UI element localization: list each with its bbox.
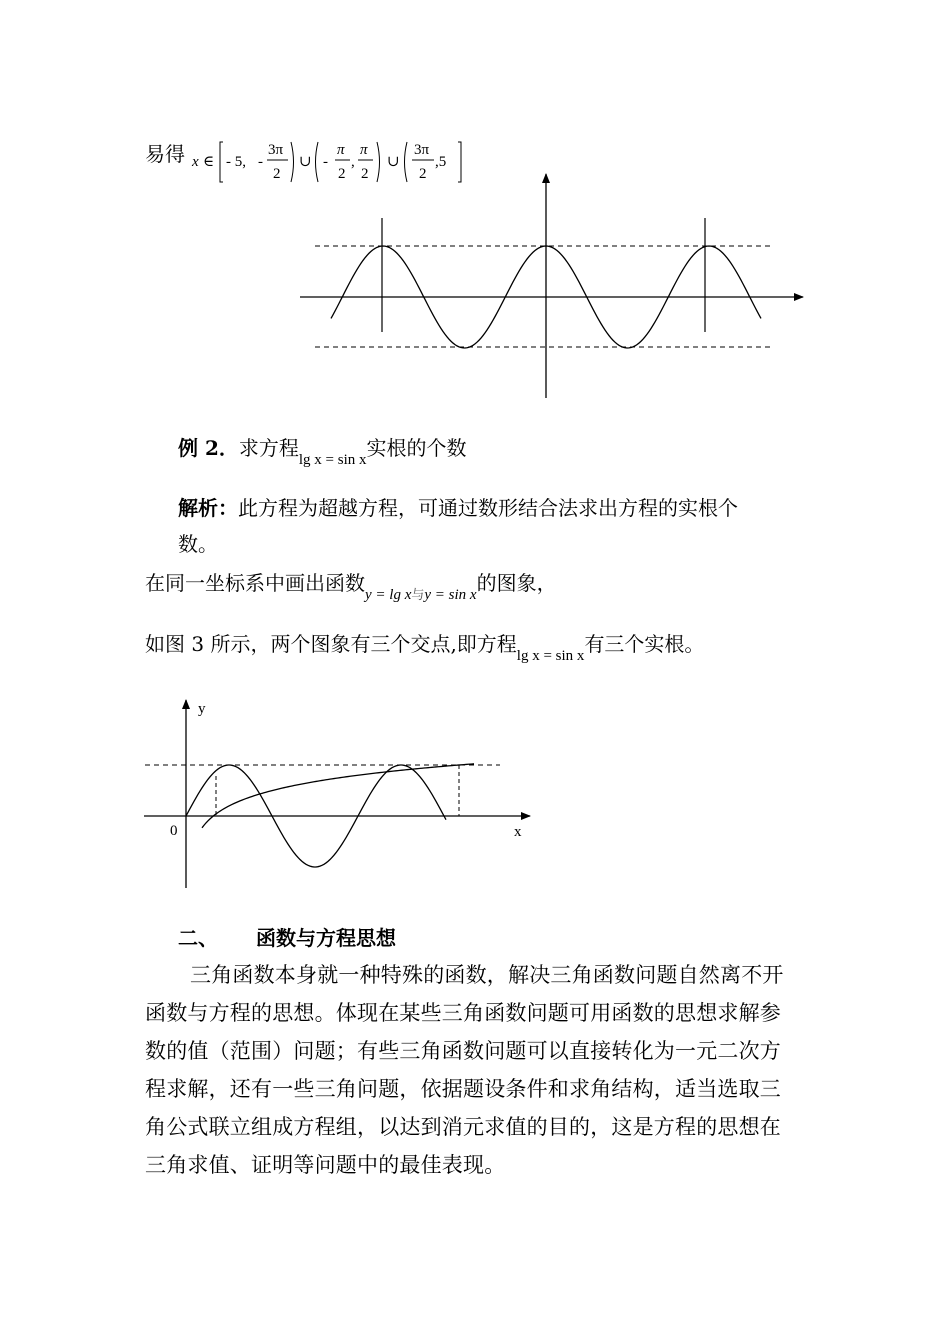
formula-neg-b: - — [323, 154, 328, 170]
analysis-label: 解析： — [178, 496, 238, 520]
example2-line — [178, 435, 467, 468]
formula-pi-c: π — [360, 142, 368, 158]
x-axis-label: x — [514, 824, 522, 840]
analysis-line1 — [178, 495, 738, 521]
body-line-1: 三角函数本身就一种特殊的函数，解决三角函数问题自然离不开 — [190, 963, 784, 987]
formula-five: ,5 — [435, 154, 447, 170]
draw-line — [145, 570, 557, 603]
example2-equation: lg x = sin x — [298, 452, 367, 468]
intersection-figure — [140, 690, 540, 895]
left-bracket — [220, 142, 223, 182]
example2-text-after: 实根的个数 — [366, 436, 467, 460]
draw-text-after: 的图象， — [476, 571, 557, 595]
origin-label: 0 — [170, 823, 178, 839]
solution-prefix: 易得 — [145, 142, 185, 166]
body-line-2: 函数与方程的思想。体现在某些三角函数问题可用函数的思想求解参 — [145, 1001, 781, 1025]
formula-neg-a: - — [258, 154, 263, 170]
draw-eq1: y = lg x — [365, 587, 412, 603]
formula-3pi-c: 3π — [414, 142, 430, 158]
formula-neg5: - 5, — [226, 154, 246, 170]
example2-label: 例 2． — [178, 436, 239, 460]
draw-text-before: 在同一坐标系中画出函数 — [145, 571, 365, 595]
formula-x: x — [192, 154, 199, 170]
formula-2-c: 2 — [361, 166, 369, 182]
fig3-line — [145, 631, 705, 664]
body-line-3: 数的值（范围）问题；有些三角函数问题可以直接转化为一元二次方 — [145, 1039, 781, 1063]
body-line-6: 三角求值、证明等问题中的最佳表现。 — [145, 1153, 506, 1177]
formula-2-b: 2 — [338, 166, 346, 182]
y-axis-label: y — [198, 701, 206, 717]
body-line-4: 程求解，还有一些三角问题，依据题设条件和求角结构，适当选取三 — [145, 1077, 781, 1101]
draw-eq2: y = sin x — [424, 587, 477, 603]
draw-conj: 与 — [411, 587, 425, 602]
formula-in: ∈ — [203, 154, 215, 170]
formula-2-d: 2 — [419, 166, 427, 182]
formula-union-a: ∪ — [299, 154, 312, 170]
sine-figure — [295, 170, 815, 405]
section2-title: 函数与方程思想 — [256, 926, 396, 950]
analysis-text1: 此方程为超越方程，可通过数形结合法求出方程的实根个 — [238, 496, 738, 520]
fig3-text-after: 有三个实根。 — [584, 632, 705, 656]
right-paren-a — [291, 142, 294, 182]
formula-union-b: ∪ — [387, 154, 400, 170]
fig3-equation: lg x = sin x — [516, 648, 585, 664]
fig3-text-before: 如图 3 所示，两个图象有三个交点,即方程 — [145, 632, 517, 656]
formula-2-a: 2 — [273, 166, 281, 182]
section2-heading — [178, 925, 396, 951]
formula-3pi-a: 3π — [268, 142, 284, 158]
formula-comma-b: , — [351, 154, 355, 170]
analysis-line2: 数。 — [178, 532, 218, 556]
section2-number: 二、 — [178, 926, 218, 950]
example2-text-before: 求方程 — [238, 436, 299, 460]
formula-pi-b: π — [337, 142, 345, 158]
body-line-5: 角公式联立组成方程组，以达到消元求值的目的，这是方程的思想在 — [145, 1115, 781, 1139]
